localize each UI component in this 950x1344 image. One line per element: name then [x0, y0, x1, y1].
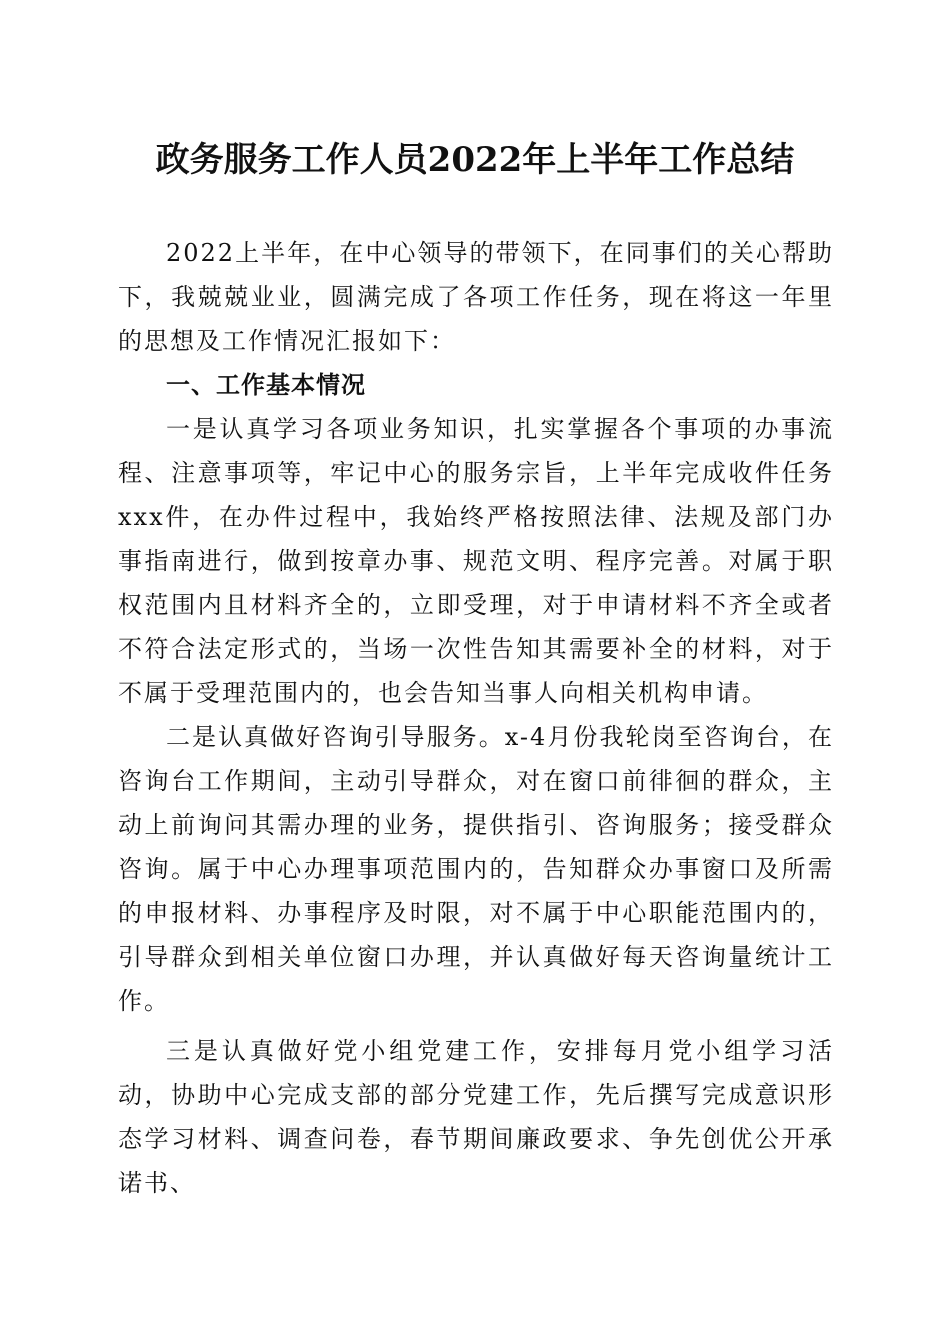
- document-body: [118, 231, 834, 1205]
- paragraph-first-point: 一是认真学习各项业务知识，扎实掌握各个事项的办事流程、注意事项等，牢记中心的服务宗旨，上半年完成收件任务xxx件，在办件过程中，我始终严格按照法律、法规及部门办事指南进行，做到按章办事、规范文明、程序完善。对属于职权范围内且材料齐全的，立即受理，对于申请材料不齐全或者不符合法定形式的，当场一次性告知其需要补全的材料，对于不属于受理范围内的，也会告知当事人向相关机构申请。: [118, 415, 834, 707]
- intro-paragraph: 2022上半年，在中心领导的带领下，在同事们的关心帮助下，我兢兢业业，圆满完成了各项工作任务，现在将这一年里的思想及工作情况汇报如下：: [118, 239, 834, 355]
- document-title: 政务服务工作人员2022年上半年工作总结: [155, 140, 795, 180]
- paragraph-third-point: 三是认真做好党小组党建工作，安排每月党小组学习活动，协助中心完成支部的部分党建工作，先后撰写完成意识形态学习材料、调查问卷，春节期间廉政要求、争先创优公开承诺书、: [118, 1037, 834, 1197]
- section-heading-work-basics: 一、工作基本情况: [166, 370, 366, 399]
- paragraph-second-point: 二是认真做好咨询引导服务。x-4月份我轮岗至咨询台，在咨询台工作期间，主动引导群众，对在窗口前徘徊的群众，主动上前询问其需办理的业务，提供指引、咨询服务；接受群众咨询。属于中心办理事项范围内的，告知群众办事窗口及所需的申报材料、办事程序及时限，对不属于中心职能范围内的，引导群众到相关单位窗口办理，并认真做好每天咨询量统计工作。: [118, 723, 834, 1015]
